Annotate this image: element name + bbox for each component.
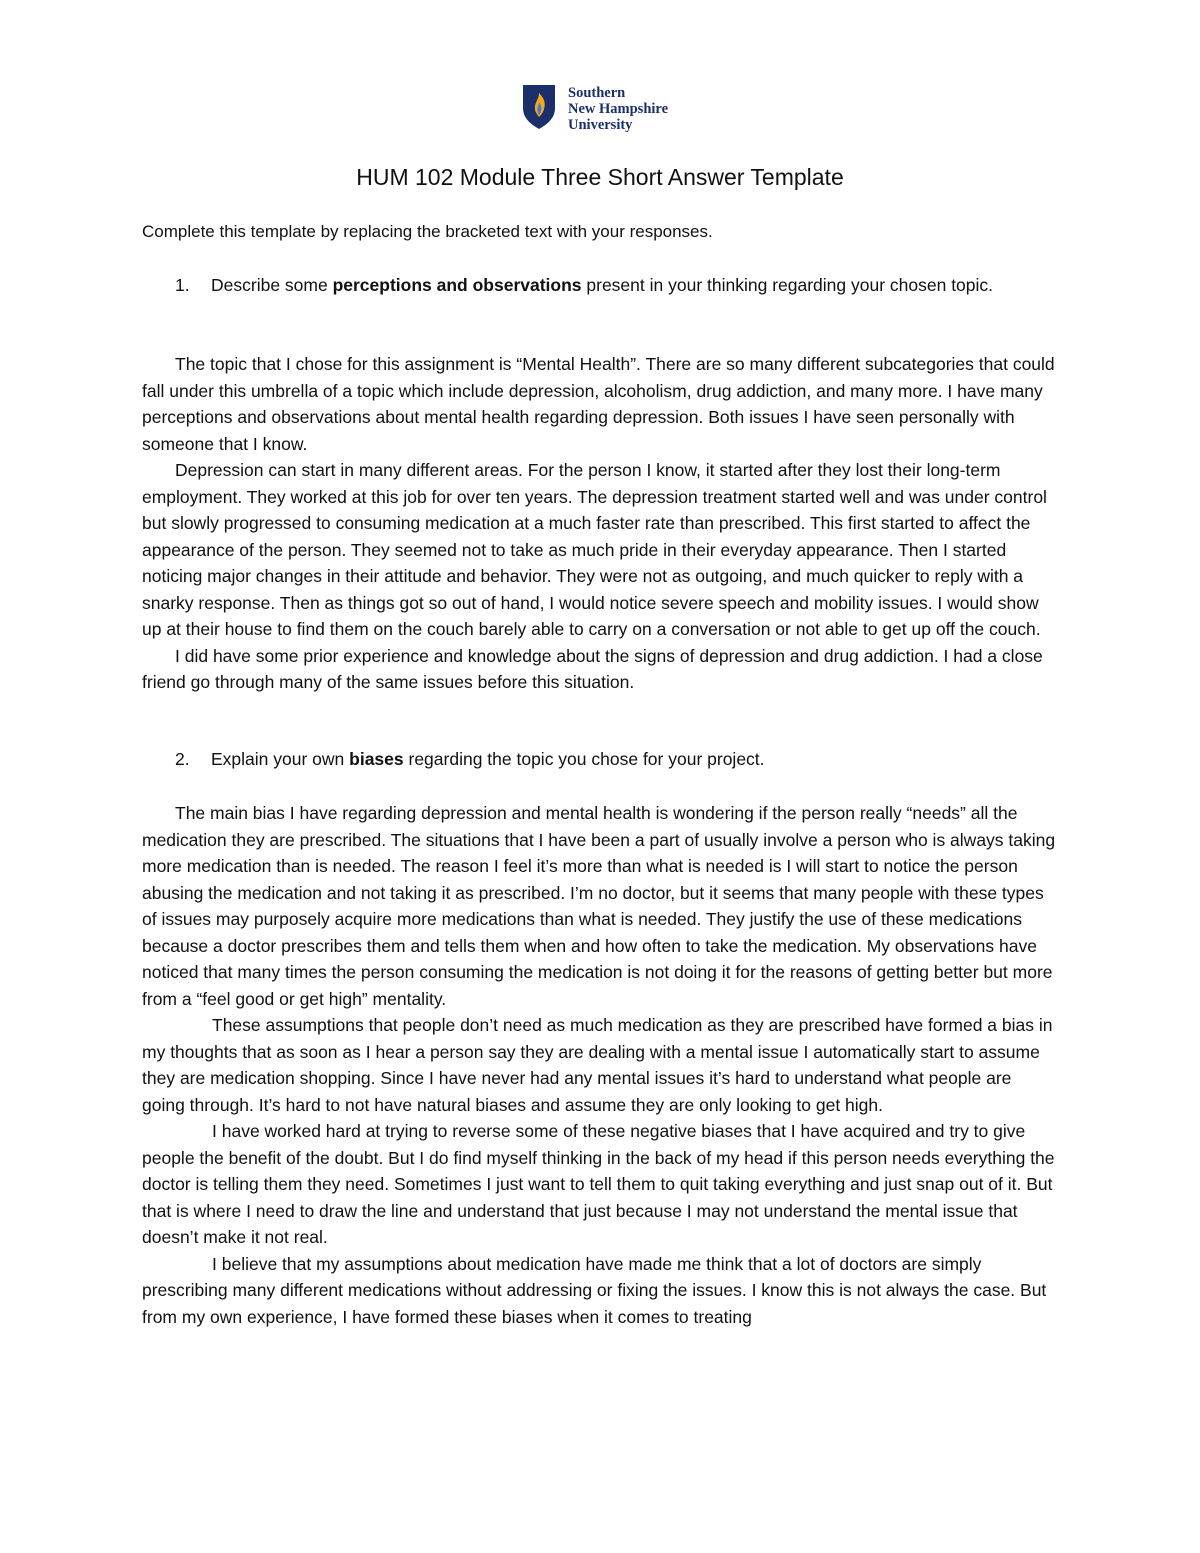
question-2 xyxy=(175,746,1055,773)
question-1-emphasis: perceptions and observations xyxy=(332,275,582,295)
question-2-text: Explain your own biases regarding the topic you chose for your project. xyxy=(211,749,765,769)
question-1 xyxy=(175,272,1055,299)
logo-line-1: Southern xyxy=(568,85,626,101)
answer-1-paragraph: The topic that I chose for this assignment is “Mental Health”. There are so many different subcategories that could fall under this umbrella of a topic which include depression, alcoholism, drug addiction, and many more. I have many perceptions and observations about mental health regarding depression. Both issues I have seen personally with someone that I know. xyxy=(142,354,1055,454)
answer-2-paragraph: I believe that my assumptions about medication have made me think that a lot of doctors are simply prescribing many different medications without addressing or fixing the issues. I know this is not always the case. But from my own experience, I have formed these biases when it comes to treating xyxy=(142,1253,1047,1327)
logo-line-3: University xyxy=(568,117,633,133)
page-title: HUM 102 Module Three Short Answer Template xyxy=(356,164,844,190)
answer-1-paragraph: Depression can start in many different areas. For the person I know, it started after they lost their long-term employment. They worked at this job for over ten years. The depression treatment started well and was under control but slowly progressed to consuming medication at a much faster rate than prescribed. This first started to affect the appearance of the person. They seemed not to take as much pride in their everyday appearance. Then I started noticing major changes in their attitude and behavior. They were not as outgoing, and much quicker to reply with a snarky response. Then as things got so out of hand, I would notice severe speech and mobility issues. I would show up at their house to find them on the couch barely able to carry on a conversation or not able to get up off the couch. xyxy=(142,460,1047,639)
question-1-text: Describe some perceptions and observations present in your thinking regarding your chosen topic. xyxy=(211,275,994,295)
shield-flame-icon xyxy=(522,84,556,130)
question-1-number: 1. xyxy=(175,275,190,295)
question-2-emphasis: biases xyxy=(349,749,404,769)
university-logo xyxy=(522,84,668,133)
answer-1-paragraph: I did have some prior experience and knowledge about the signs of depression and drug addiction. I had a close friend go through many of the same issues before this situation. xyxy=(142,645,1043,692)
question-2-number: 2. xyxy=(175,749,190,769)
answer-2-paragraph: These assumptions that people don’t need as much medication as they are prescribed have formed a bias in my thoughts that as soon as I hear a person say they are dealing with a mental issue I automatically start to assume they are medication shopping. Since I have never had any mental issues it’s hard to understand what people are going through. It’s hard to not have natural biases and assume they are only looking to get high. xyxy=(142,1015,1053,1115)
answer-2 xyxy=(142,800,1058,1330)
intro-text: Complete this template by replacing the bracketed text with your responses. xyxy=(142,222,713,241)
logo-wordmark xyxy=(568,85,668,133)
answer-2-paragraph: I have worked hard at trying to reverse some of these negative biases that I have acquired and try to give people the benefit of the doubt. But I do find myself thinking in the back of my head if this person needs everything the doctor is telling them they need. Sometimes I just want to tell them to quit taking everything and just snap out of it. But that is where I need to draw the line and understand that just because I may not understand the mental issue that doesn’t make it not real. xyxy=(142,1121,1055,1247)
answer-2-paragraph: The main bias I have regarding depression and mental health is wondering if the person really “needs” all the medication they are prescribed. The situations that I have been a part of usually involve a person who is always taking more medication than is needed. The reason I feel it’s more than what is needed is I will start to notice the person abusing the medication and not taking it as prescribed. I’m no doctor, but it seems that many people with these types of issues may purposely acquire more medications than what is needed. They justify the use of these medications because a doctor prescribes them and tells them when and how often to take the medication. My observations have noticed that many times the person consuming the medication is not doing it for the reasons of getting better but more from a “feel good or get high” mentality. xyxy=(142,803,1056,1009)
logo-line-2: New Hampshire xyxy=(568,101,669,117)
answer-1 xyxy=(142,351,1058,696)
